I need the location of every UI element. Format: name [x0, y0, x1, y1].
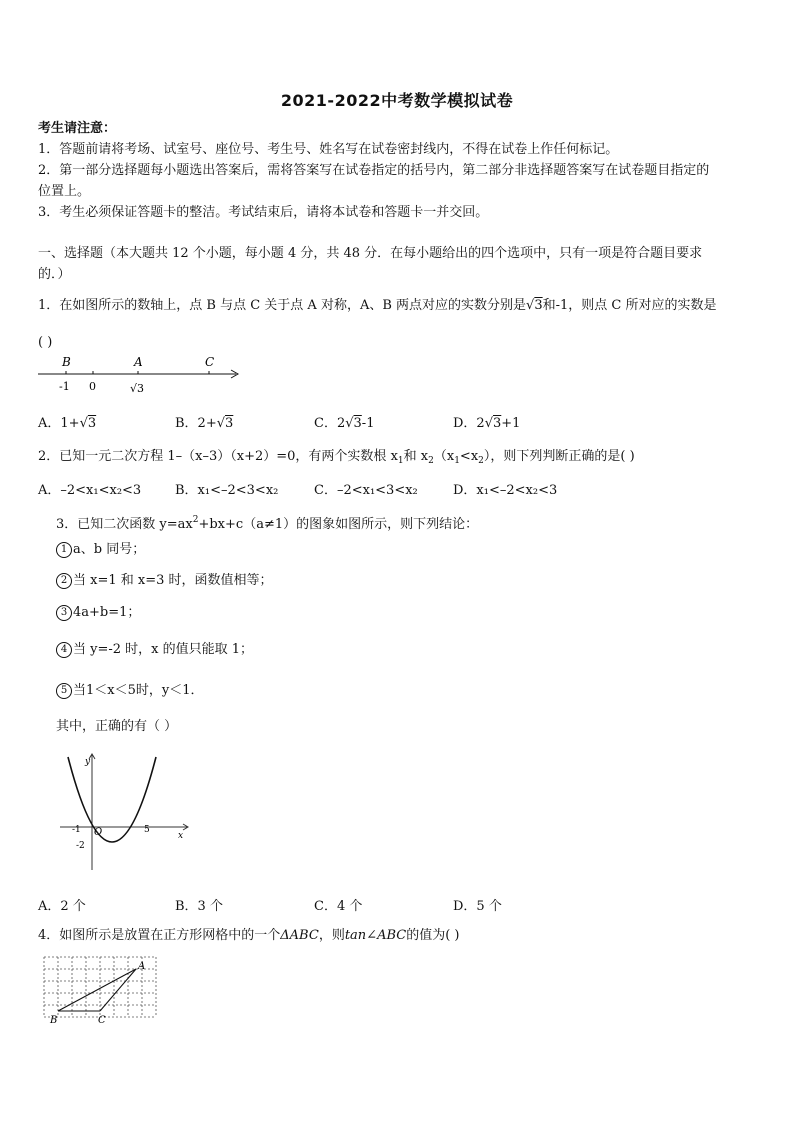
q3-item-2: [56, 572, 273, 590]
q1-option-c-post: -1: [361, 416, 375, 431]
graph-origin-label: O: [94, 827, 103, 838]
q3-item-3-text: 4a+b=1；: [73, 605, 141, 620]
tick-label-neg1: -1: [59, 380, 70, 393]
q1-stem: [38, 297, 717, 315]
q3-item-1-num: 1: [56, 542, 72, 558]
q1-option-b-pre: B．2+: [175, 416, 217, 431]
q2-sub-4: 2: [478, 456, 484, 466]
q2-sub-3: 1: [454, 456, 460, 466]
q1-sqrt-sign: √: [526, 298, 535, 313]
q3-option-b[interactable]: B．3 个: [175, 899, 223, 914]
parabola-curve: [68, 757, 156, 842]
tick-label-zero: 0: [89, 380, 96, 393]
exam-title: 2021-2022中考数学模拟试卷: [280, 91, 514, 110]
q3-option-d[interactable]: D．5 个: [453, 899, 502, 914]
q3-stem-a: 3．已知二次函数 y=ax: [56, 517, 193, 532]
q2-stem-a: 2．已知一元二次方程 1–（x–3）（x+2）=0，有两个实数根 x: [38, 449, 398, 464]
q3-item-3: [56, 604, 140, 622]
q1-option-a[interactable]: A．1+√3: [38, 416, 97, 431]
notice-heading: 考生请注意：: [38, 121, 117, 136]
q1-option-c[interactable]: C．2√3-1: [314, 416, 375, 431]
q4-stem: [38, 927, 459, 945]
q3-item-4-text: 当 y=-2 时，x 的值只能取 1；: [73, 642, 254, 657]
q1-option-a-pre: A．1+: [38, 416, 80, 431]
q3-item-2-num: 2: [56, 573, 72, 589]
q3-item-2-text: 当 x=1 和 x=3 时，函数值相等；: [73, 573, 273, 588]
q1-option-d-sqrt: 3: [493, 416, 502, 431]
q3-item-5: [56, 682, 204, 700]
q1-option-d[interactable]: D．2√3+1: [453, 416, 521, 431]
q1-option-c-sqrt: 3: [353, 416, 362, 431]
q3-item-4-num: 4: [56, 642, 72, 658]
vertex-c-label: C: [98, 1015, 106, 1026]
q1-stem-b: 和-1，则点 C 所对应的实数是: [542, 298, 717, 313]
q4-tan-expression: tan∠ABC: [344, 928, 407, 943]
section1-heading-cont: 的．）: [38, 267, 71, 282]
q4-grid-figure: [40, 953, 162, 1029]
q1-option-b-sqrt: 3: [225, 416, 234, 431]
q4-stem-a: 4．如图所示是放置在正方形网格中的一个: [38, 928, 281, 943]
q3-item-1-text: a、b 同号；: [73, 542, 146, 557]
q2-stem-d: <x: [459, 449, 479, 464]
q1-stem-a: 1．在如图所示的数轴上，点 B 与点 C 关于点 A 对称，A、B 两点对应的实数分别是: [38, 298, 527, 313]
q3-option-a[interactable]: A．2 个: [38, 899, 86, 914]
q3-parabola-graph: [60, 752, 192, 872]
q2-stem-c: （x: [433, 449, 455, 464]
q4-stem-c: 的值为( ): [406, 928, 460, 943]
notice-item-2-cont: 位置上。: [38, 184, 91, 199]
vertex-b-label: B: [50, 1015, 58, 1026]
q2-option-c[interactable]: C．–2<x₁<3<x₂: [314, 483, 418, 498]
q3-item-5-num: 5: [56, 683, 72, 699]
q3-stem: [56, 511, 478, 534]
q3-sup: 2: [192, 515, 199, 525]
q2-option-d[interactable]: D．x₁<–2<x₂<3: [453, 483, 558, 498]
q3-stem-b: +bx+c（a≠1）的图象如图所示，则下列结论：: [198, 517, 479, 532]
label-c: C: [205, 355, 215, 369]
q2-stem: [38, 448, 635, 470]
q2-option-a[interactable]: A．–2<x₁<x₂<3: [38, 483, 142, 498]
label-a: A: [134, 355, 143, 369]
graph-x-label: x: [178, 831, 184, 841]
q4-triangle: ΔABC: [280, 928, 319, 943]
q3-option-c[interactable]: C．4 个: [314, 899, 363, 914]
label-b: B: [62, 355, 71, 369]
q1-number-line: [36, 352, 246, 400]
q1-option-b[interactable]: B．2+√3: [175, 416, 234, 431]
notice-item-3: 3．考生必须保证答题卡的整洁。考试结束后，请将本试卷和答题卡一并交回。: [38, 205, 489, 220]
q2-stem-e: ），则下列判断正确的是( ): [483, 449, 635, 464]
q2-stem-b: 和 x: [403, 449, 429, 464]
q1-sqrt-value: 3: [534, 298, 543, 313]
q2-sub-1: 1: [397, 456, 404, 466]
graph-neg2-label: -2: [76, 841, 85, 851]
tick-label-sqrt3: √3: [130, 382, 145, 395]
q2-option-b[interactable]: B．x₁<–2<3<x₂: [175, 483, 279, 498]
graph-y-label: y: [85, 757, 91, 767]
q3-item-4: [56, 641, 253, 659]
q1-option-c-pre: C．2: [314, 416, 346, 431]
q1-option-a-sqrt: 3: [87, 416, 97, 431]
graph-five-label: 5: [144, 825, 150, 835]
graph-neg1-label: -1: [72, 825, 81, 835]
q3-item-5-text: 当1＜x＜5时，y＜1．: [73, 683, 204, 698]
q1-paren: ( ): [38, 335, 53, 350]
q2-sub-2: 2: [428, 456, 434, 466]
vertex-a-label: A: [138, 961, 146, 972]
q1-option-d-post: +1: [501, 416, 521, 431]
q3-item-3-num: 3: [56, 605, 72, 621]
q3-item-1: [56, 541, 145, 559]
q1-option-d-pre: D．2: [453, 416, 485, 431]
q3-question: 其中，正确的有（ ）: [56, 719, 178, 734]
q4-stem-b: ，则: [318, 928, 345, 943]
notice-item-2: 2．第一部分选择题每小题选出答案后，需将答案写在试卷指定的括号内，第二部分非选择题答案写在试卷题目指定的: [38, 163, 710, 178]
notice-item-1: 1．答题前请将考场、试室号、座位号、考生号、姓名写在试卷密封线内，不得在试卷上作任何标记。: [38, 142, 619, 157]
section1-heading: 一、选择题（本大题共 12 个小题，每小题 4 分，共 48 分．在每小题给出的四个选项中，只有一项是符合题目要求: [38, 246, 703, 261]
